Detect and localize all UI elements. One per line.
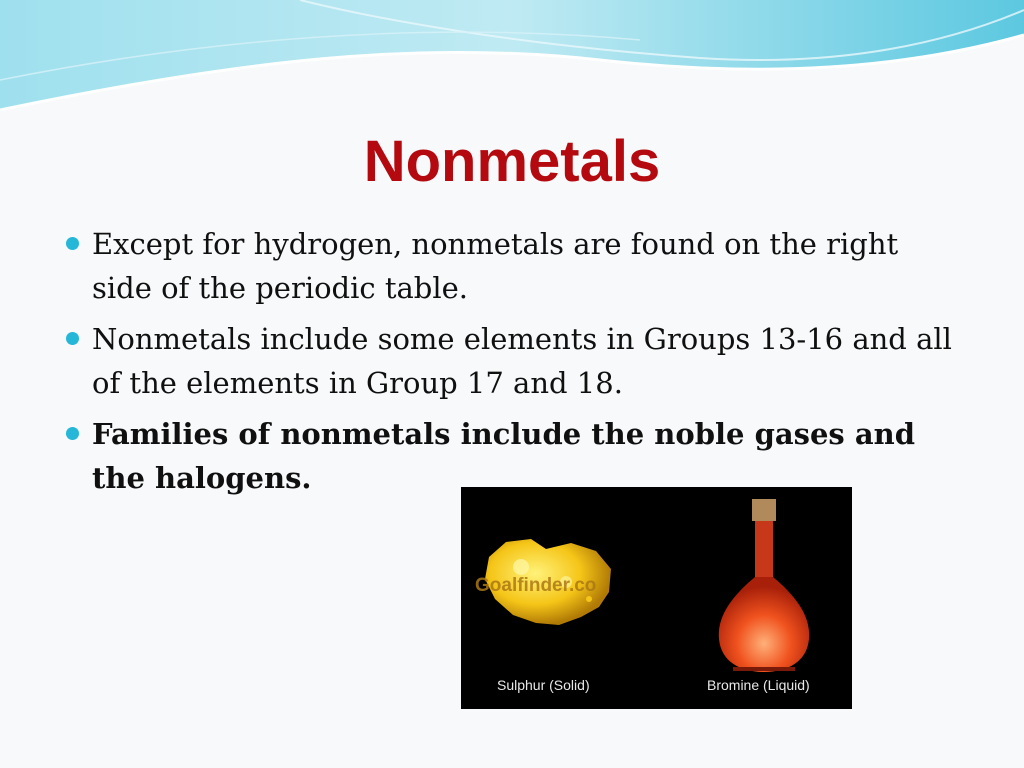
header-wave-decoration xyxy=(0,0,1024,125)
bullet-marker-icon xyxy=(66,332,79,345)
bullet-marker-icon xyxy=(66,237,79,250)
caption-bromine: Bromine (Liquid) xyxy=(707,677,810,693)
sulphur-bromine-photo xyxy=(461,487,852,709)
bullet-text: Nonmetals include some elements in Groups 13-16 and all of the elements in Group 17 and 18. xyxy=(92,322,952,400)
bromine-flask-icon xyxy=(719,499,809,672)
caption-sulphur: Sulphur (Solid) xyxy=(497,677,590,693)
bullet-text: Families of nonmetals include the noble gases and the halogens. xyxy=(92,417,915,495)
slide-title: Nonmetals xyxy=(363,129,661,194)
image-watermark: Goalfinder.co xyxy=(475,575,597,596)
bullet-list xyxy=(62,222,967,507)
bullet-item xyxy=(62,222,967,310)
bullet-text: Except for hydrogen, nonmetals are found on the right side of the periodic table. xyxy=(92,227,899,305)
bullet-item xyxy=(62,317,967,405)
bullet-marker-icon xyxy=(66,427,79,440)
